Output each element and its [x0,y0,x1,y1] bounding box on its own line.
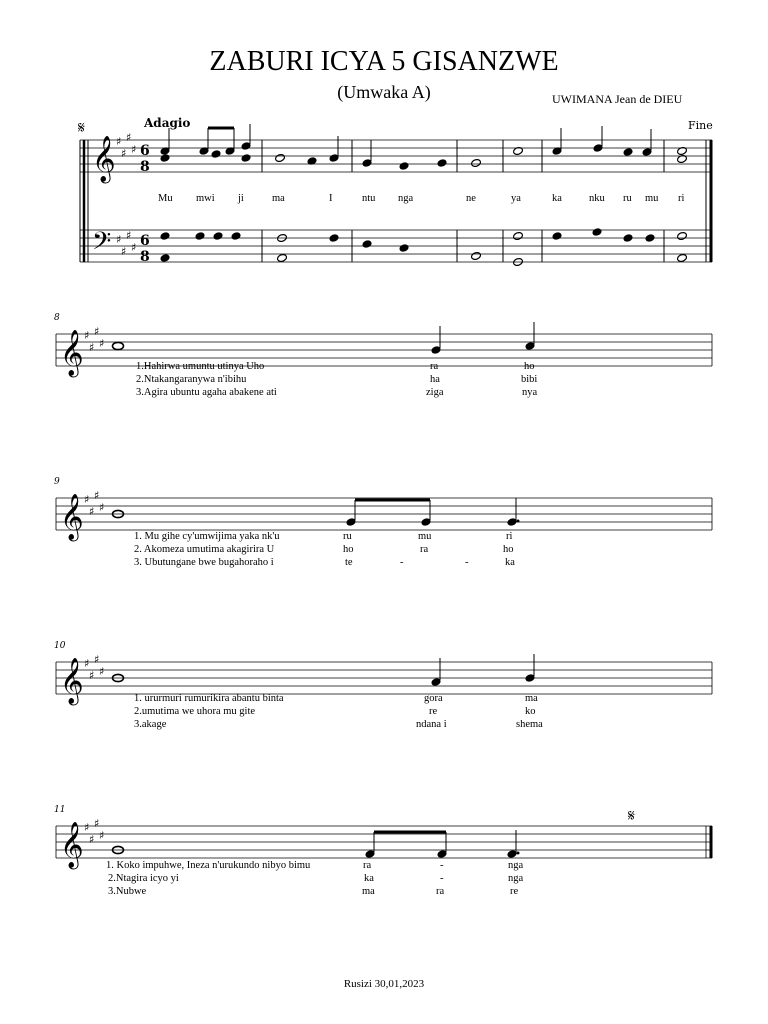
svg-text:♯: ♯ [131,241,137,254]
lyric-syllable: re [429,706,438,717]
lyric-syllable: ka [505,557,515,568]
lyric-syllable: ma [525,693,538,704]
svg-text:♯: ♯ [126,229,132,242]
svg-text:8: 8 [140,249,150,265]
bass-notes [160,228,687,267]
measure-number: 10 [54,641,66,651]
svg-text:𝄞: 𝄞 [60,822,84,868]
svg-text:♯: ♯ [131,143,137,156]
staff-measure-10 [56,662,712,694]
staff-measure-9 [56,498,712,530]
verse-line: 3. Ubutungane bwe bugahoraho i [134,557,274,568]
lyric-syllable: ra [436,886,445,897]
bass-staff [80,230,712,262]
lyric-syllable: mwi [196,193,215,204]
svg-text:♯: ♯ [89,341,95,354]
svg-text:♯: ♯ [94,489,100,502]
verse-line: 1.Hahirwa umuntu utinya Uho [136,361,265,372]
barlines-system-1 [80,140,711,262]
lyric-syllable: gora [424,693,443,704]
verse-line: 2. Akomeza umutima akagirira U [134,544,275,555]
lyric-syllable: I [329,193,333,204]
lyric-syllable: ri [678,193,685,204]
lyric-syllable: re [510,886,519,897]
svg-text:𝄞: 𝄞 [60,494,84,540]
lyric-syllable: ra [420,544,429,555]
verse-line: 2.Ntakangaranywa n'ibihu [136,374,247,385]
svg-text:♯: ♯ [89,833,95,846]
page-subtitle: (Umwaka A) [337,82,431,102]
svg-text:♯: ♯ [89,505,95,518]
lyric-syllable: ha [430,374,440,385]
verse-line: 1. Koko impuhwe, Ineza n'urukundo nibyo bimu [106,860,311,871]
measure-number: 11 [54,805,66,815]
lyric-syllable: ho [524,361,535,372]
tempo-marking: Adagio [144,116,191,130]
treble-staff [80,140,712,172]
lyric-syllable: ziga [426,387,444,398]
lyric-syllable: mu [645,193,659,204]
verse-line: 2.umutima we uhora mu gite [134,706,256,717]
svg-text:♯: ♯ [84,329,90,342]
lyric-syllable: nya [522,387,538,398]
treble-clef-icon: 𝄞 [92,136,116,182]
augmentation-dots [517,520,520,855]
svg-text:6: 6 [140,143,150,159]
lyric-syllable: ya [511,193,521,204]
measure-number: 9 [54,477,60,487]
svg-text:8: 8 [140,159,150,175]
svg-text:♯: ♯ [126,131,132,144]
svg-text:♯: ♯ [84,821,90,834]
lyric-syllable: - [465,557,469,568]
svg-text:♯: ♯ [94,325,100,338]
key-signature-verses [84,325,104,846]
treble-stems [169,124,651,161]
lyric-syllable: - [440,873,444,884]
lyric-syllable: shema [516,719,543,730]
fine-marking: Fine [688,119,713,132]
lyric-syllable: ru [343,531,352,542]
svg-text:♯: ♯ [94,653,100,666]
svg-text:♯: ♯ [116,135,122,148]
composer-name: UWIMANA Jean de DIEU [552,92,683,106]
segno-icon: 𝄋 [78,118,85,137]
lyric-syllable: nga [508,873,524,884]
verse-line: 3.Nubwe [108,886,147,897]
lyric-syllable: ndana i [416,719,447,730]
lyric-syllable: ntu [362,193,376,204]
lyric-syllable: ma [272,193,285,204]
verse-notes [113,342,538,859]
verse-line: 1. ururmuri rumurikira abantu binta [134,693,284,704]
lyric-syllable: Mu [158,193,173,204]
verse-line: 1. Mu gihe cy'umwijima yaka nk'u [134,531,280,542]
lyric-syllable: nku [589,193,605,204]
svg-text:♯: ♯ [121,245,127,258]
verse-line: 2.Ntagira icyo yi [108,873,179,884]
lyric-syllable: te [345,557,353,568]
svg-text:♯: ♯ [84,493,90,506]
lyric-syllable: ka [552,193,562,204]
time-signature [140,143,150,265]
svg-text:6: 6 [140,233,150,249]
lyric-syllable: - [440,860,444,871]
svg-text:♯: ♯ [99,337,105,350]
verse-stems [355,322,534,852]
segno-icon: 𝄋 [628,806,635,825]
lyric-syllable: ri [506,531,513,542]
svg-text:♯: ♯ [116,233,122,246]
treble-clef-icon [60,330,84,870]
verse-line: 3.Agira ubuntu agaha abakene ati [136,387,277,398]
verse-line: 3.akage [134,719,167,730]
svg-text:♯: ♯ [121,147,127,160]
svg-text:𝄞: 𝄞 [60,330,84,376]
lyric-syllable: ru [623,193,632,204]
svg-text:♯: ♯ [99,501,105,514]
footer-date: Rusizi 30,01,2023 [343,978,425,990]
lyric-syllable: ra [430,361,439,372]
lyric-syllable: mu [418,531,432,542]
lyric-syllable: ka [364,873,374,884]
lyric-syllable: nga [398,193,414,204]
lyric-syllable: ji [238,193,244,204]
svg-text:𝄞: 𝄞 [60,658,84,704]
svg-text:♯: ♯ [89,669,95,682]
lyric-syllable: ra [363,860,372,871]
measure-number: 8 [54,313,60,323]
lyric-syllable: ho [343,544,354,555]
page-title: ZABURI ICYA 5 GISANZWE [209,46,559,77]
svg-text:♯: ♯ [84,657,90,670]
svg-text:♯: ♯ [99,829,105,842]
lyric-syllable: ne [466,193,476,204]
lyric-syllable: - [400,557,404,568]
lyric-syllable: bibi [521,374,538,385]
lyric-syllable: ko [525,706,536,717]
lyric-syllable: ho [503,544,514,555]
lyric-syllable: nga [508,860,524,871]
svg-text:♯: ♯ [99,665,105,678]
svg-text:♯: ♯ [94,817,100,830]
bass-clef-icon: 𝄢 [92,227,112,262]
lyric-syllable: ma [362,886,375,897]
